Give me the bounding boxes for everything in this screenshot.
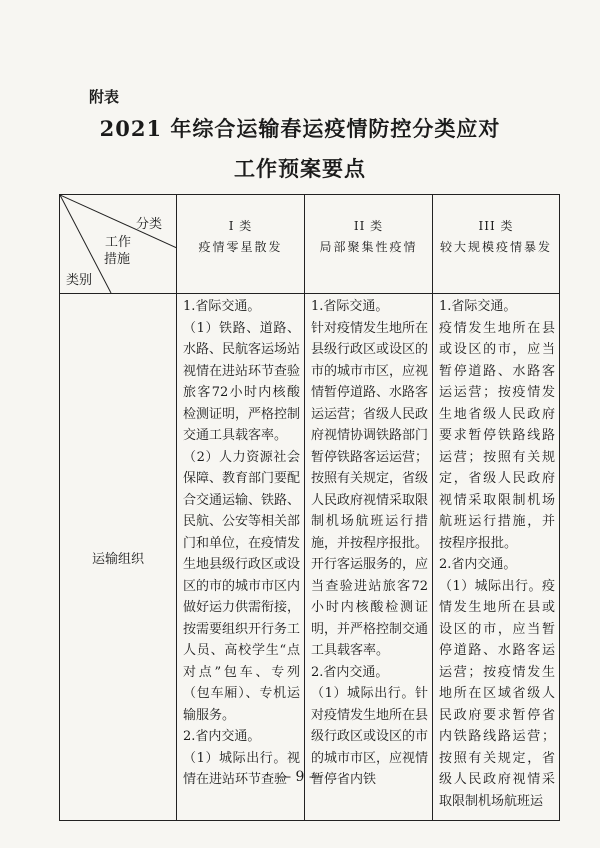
class-2-content-cell xyxy=(305,294,433,821)
paragraph: 1.省际交通。 xyxy=(311,299,389,314)
class-2-desc: 局部聚集性疫情 xyxy=(319,240,418,254)
class-3-content-cell xyxy=(433,294,560,821)
paragraph: 疫情发生地所在县或设区的市，应当暂停道路、水路客运运营；按疫情发生地省级人民政府要求暂停铁路线路运营；按照有关规定，省级人民政府视情采取限制机场航班运行措施，并按程序报批。 xyxy=(439,320,555,551)
class-1-desc: 疫情零星散发 xyxy=(198,240,283,254)
corner-type-label: 类别 xyxy=(66,273,93,288)
class-1-content-cell xyxy=(177,294,305,821)
class-2-content xyxy=(305,294,432,820)
column-header-class-1 xyxy=(177,195,305,294)
attachment-label: 附表 xyxy=(89,88,120,106)
column-header-class-3 xyxy=(433,195,560,294)
paragraph: （1）城际出行。疫情发生地所在县或设区的市，应当暂停道路、水路客运运营；按疫情发生地所在区域省级人民政府要求暂停省内铁路线路运营；按照有关规定，省级人民政府视情采取限制机场航班运 xyxy=(439,578,555,809)
class-3-desc: 较大规模疫情暴发 xyxy=(439,240,552,254)
paragraph: （1）城际出行。视情在进站环节查验 xyxy=(183,750,300,787)
page-number: — 9 — xyxy=(277,769,323,785)
corner-measures-label: 措施 xyxy=(104,252,131,267)
paragraph: 2.省内交通。 xyxy=(183,729,261,744)
document-title: 2021 年综合运输春运疫情防控分类应对 xyxy=(99,116,501,141)
paragraph: 1.省际交通。 xyxy=(183,299,261,314)
class-1-name: I 类 xyxy=(228,219,253,233)
row-label-transport: 运输组织 xyxy=(60,294,177,821)
paragraph: （1）城际出行。针对疫情发生地所在县级行政区或设区的市的城市市区，应视情暂停省内铁 xyxy=(311,686,429,787)
paragraph: 2.省内交通。 xyxy=(311,664,389,680)
corner-category-label: 分类 xyxy=(136,217,163,232)
paragraph: 针对疫情发生地所在县级行政区或设区的市的城市市区，应视情暂停道路、水路客运运营；省级人民政府视情协调铁路部门暂停铁路客运运营；按照有关规定，省级人民政府视情采取限制机场航班运行措施，并按程序报批。开行客运服务的，应当查验进站旅客72小时内核酸检测证明，并严格控制交通工具载客率。 xyxy=(311,320,429,658)
class-2-name: II 类 xyxy=(353,219,384,233)
corner-diagonal-cell xyxy=(60,195,177,294)
class-1-content xyxy=(177,294,304,820)
plan-table xyxy=(59,194,560,821)
table-row xyxy=(60,294,560,821)
paragraph: 2.省内交通。 xyxy=(439,557,517,572)
table-header-row xyxy=(60,195,560,294)
column-header-class-2 xyxy=(305,195,433,294)
class-3-content xyxy=(433,294,559,820)
document-subtitle: 工作预案要点 xyxy=(234,156,366,181)
paragraph: （2）人力资源社会保障、教育部门要配合交通运输、铁路、民航、公安等相关部门和单位，在疫情发生地县级行政区或设区的市的城市市区内做好运力供需衔接，按需要组织开行务工人员、高校学生“点对点”包车、专列（包车厢）、专机运输服务。 xyxy=(183,449,301,723)
class-3-name: III 类 xyxy=(478,219,514,233)
corner-work-label: 工作 xyxy=(105,235,132,250)
paragraph: （1）铁路、道路、水路、民航客运场站视情在进站环节查验旅客72小时内核酸检测证明，严格控制交通工具载客率。 xyxy=(183,320,301,443)
paragraph: 1.省际交通。 xyxy=(439,299,517,314)
